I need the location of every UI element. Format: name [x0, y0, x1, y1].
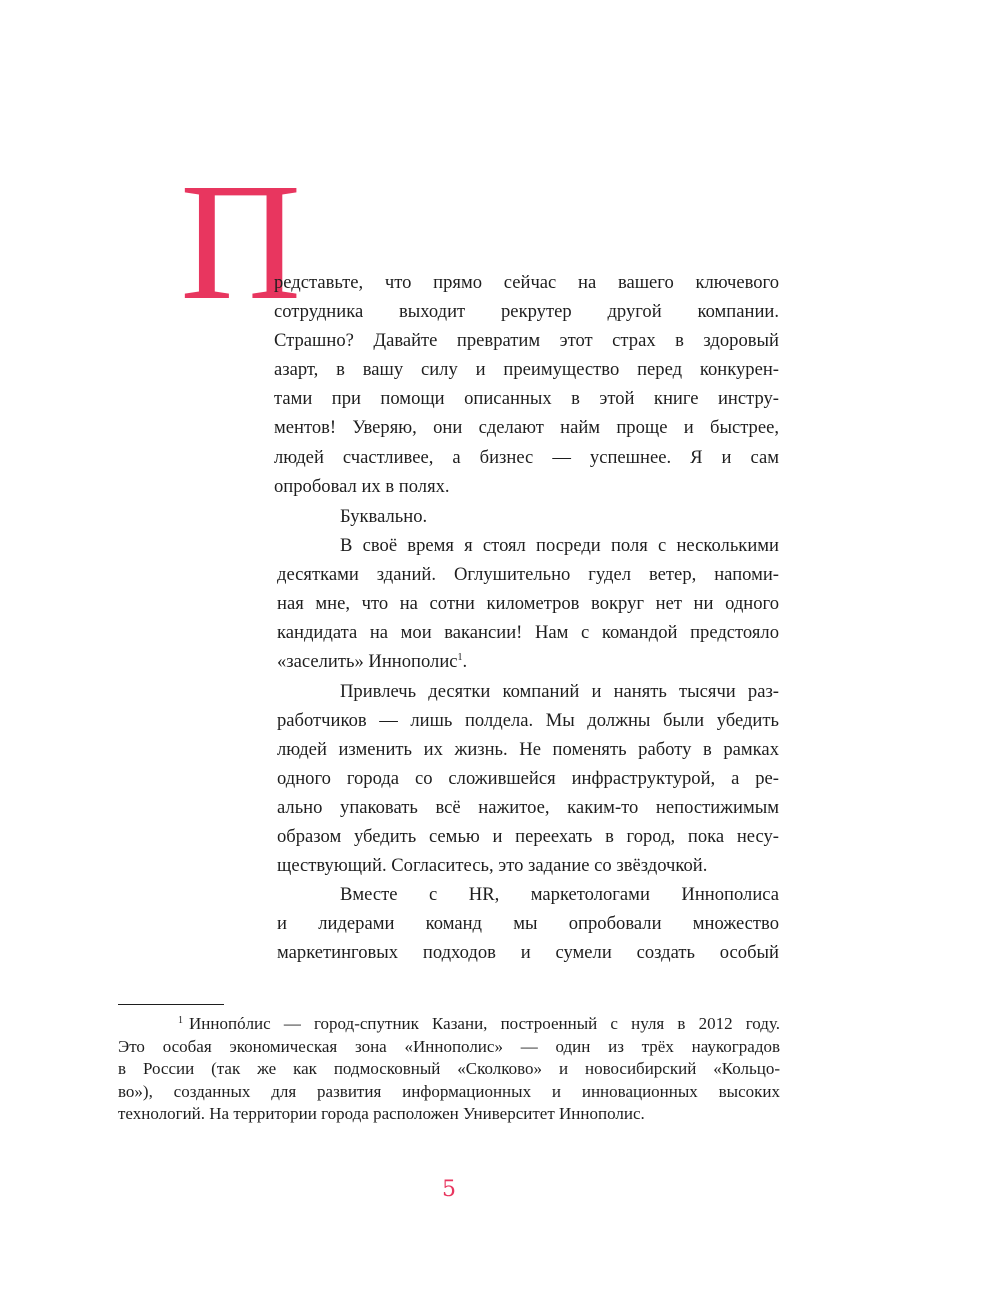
- text-line: людей счастливее, а бизнес — успешнее. Я и сам: [274, 446, 779, 468]
- text-line: маркетинговых подходов и сумели создать особый: [277, 942, 779, 964]
- text-line: В своё время я стоял посреди поля с несколькими: [340, 535, 779, 557]
- text-line: Привлечь десятки компаний и нанять тысячи раз-: [340, 680, 779, 702]
- text-line: тами при помощи описанных в этой книге инстру-: [274, 388, 779, 410]
- text-line: десятками зданий. Оглушительно гудел ветер, напоми-: [277, 564, 779, 586]
- footnote-line: [118, 1013, 780, 1036]
- footnote-line: в России (так же как подмосковный «Сколково» и новосибирский «Кольцо-: [118, 1059, 780, 1078]
- text-line: ная мне, что на сотни километров вокруг нет ни одного: [277, 593, 779, 615]
- text-line: опробовал их в полях.: [274, 475, 450, 497]
- text-line: одного города со сложившейся инфраструктурой, а ре-: [277, 767, 779, 789]
- footnote-reference[interactable]: 1: [457, 652, 463, 664]
- text-line: образом убедить семью и переехать в город, пока несу-: [277, 826, 779, 848]
- text-line: Вместе с HR, маркетологами Иннополиса: [340, 884, 779, 906]
- text-line: и лидерами команд мы опробовали множество: [277, 913, 779, 935]
- footnote-text: Иннопóлис — город-спутник Казани, построенный с нуля в 2012 году.: [189, 1014, 780, 1033]
- text-segment: «заселить» Иннополис: [277, 651, 458, 673]
- text-line: кандидата на мои вакансии! Нам с командой предстояло: [277, 622, 779, 644]
- footnote-marker: 1: [178, 1015, 183, 1026]
- body-text: [277, 502, 779, 968]
- page-number: 5: [442, 1177, 456, 1202]
- paragraph-intro: [274, 268, 779, 501]
- footnote-divider: [118, 1004, 224, 1005]
- footnote-line: технологий. На территории города расположен Университет Иннополис.: [118, 1104, 645, 1123]
- text-line: ментов! Уверяю, они сделают найм проще и быстрее,: [274, 417, 779, 439]
- text-line: редставьте, что прямо сейчас на вашего ключевого: [274, 272, 779, 293]
- footnote-line: Это особая экономическая зона «Иннополис» — один из трёх наукоградов: [118, 1036, 780, 1056]
- text-line: азарт, в вашу силу и преимущество перед конкурен-: [274, 359, 779, 381]
- text-line: Страшно? Давайте превратим этот страх в здоровый: [274, 330, 779, 352]
- drop-cap: П: [180, 149, 302, 335]
- text-line: сотрудника выходит рекрутер другой компании.: [274, 301, 779, 323]
- text-line: людей изменить их жизнь. Не поменять работу в рамках: [277, 738, 779, 760]
- footnote: [118, 1013, 780, 1126]
- text-segment: .: [462, 651, 468, 673]
- text-line: ально упаковать всё нажитое, каким-то непостижимым: [277, 796, 779, 818]
- text-line: ществующий. Согласитесь, это задание со звёздочкой.: [277, 855, 708, 877]
- footnote-line: во»), созданных для развития информационных и инновационных высоких: [118, 1081, 780, 1101]
- text-line: работчиков — лишь полдела. Мы должны были убедить: [277, 709, 779, 731]
- text-line: [277, 647, 779, 676]
- paragraph-literally: Буквально.: [340, 506, 428, 527]
